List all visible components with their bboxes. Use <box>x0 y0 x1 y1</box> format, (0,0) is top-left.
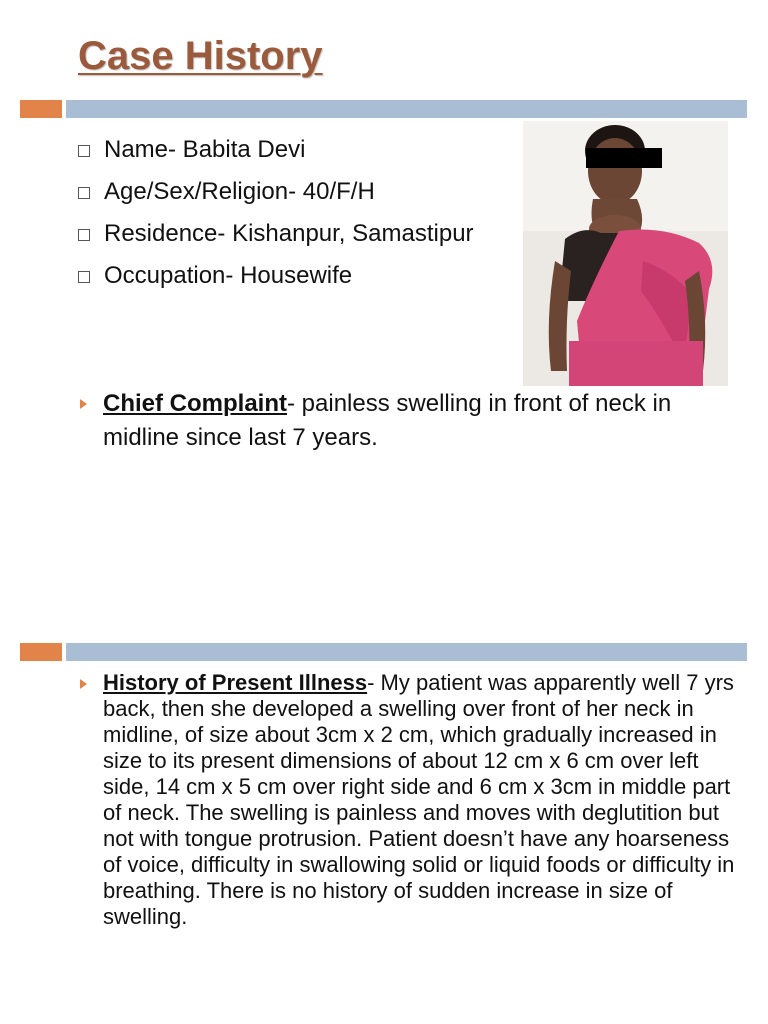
divider-accent-block <box>20 100 62 118</box>
patient-photo-illustration <box>523 121 728 386</box>
square-bullet-icon <box>78 271 90 283</box>
patient-photo <box>523 121 728 386</box>
divider-bar <box>66 100 747 118</box>
square-bullet-icon <box>78 145 90 157</box>
history-present-illness <box>78 670 743 930</box>
detail-occupation: Occupation- Housewife <box>78 260 518 302</box>
title-divider <box>20 100 747 118</box>
chief-complaint <box>78 387 743 455</box>
arrow-bullet-icon <box>80 679 87 689</box>
square-bullet-icon <box>78 229 90 241</box>
detail-residence: Residence- Kishanpur, Samastipur <box>78 218 518 260</box>
arrow-bullet-icon <box>80 399 87 409</box>
title-divider <box>20 643 747 661</box>
divider-bar <box>66 643 747 661</box>
detail-name: Name- Babita Devi <box>78 134 518 176</box>
history-label: History of Present Illness <box>103 670 368 695</box>
detail-age-sex-religion: Age/Sex/Religion- 40/F/H <box>78 176 518 218</box>
chief-complaint-text: - painless swelling in front of neck in midline since last 7 years. <box>103 390 672 451</box>
history-text: - My patient was apparently well 7 yrs back, then she developed a swelling over front of her neck in midline, of size about 3cm x 2 cm, which gradually increased in size to its present dimensions of about 12 cm x 6 cm over left side, 14 cm x 5 cm over right side and 6 cm x 3cm in middle part of neck. The swelling is painless and moves with deglutition but not with tongue protrusion. Patient doesn’t have any hoarseness of voice, difficulty in swallowing solid or liquid foods or difficulty in breathing. There is no history of sudden increase in size of swelling. <box>103 670 735 929</box>
divider-accent-block <box>20 643 62 661</box>
patient-details-list <box>78 134 518 302</box>
slide-history-present-illness <box>0 610 768 1024</box>
square-bullet-icon <box>78 187 90 199</box>
chief-complaint-label: Chief Complaint <box>103 390 287 417</box>
slide-title: Case History <box>78 34 323 78</box>
